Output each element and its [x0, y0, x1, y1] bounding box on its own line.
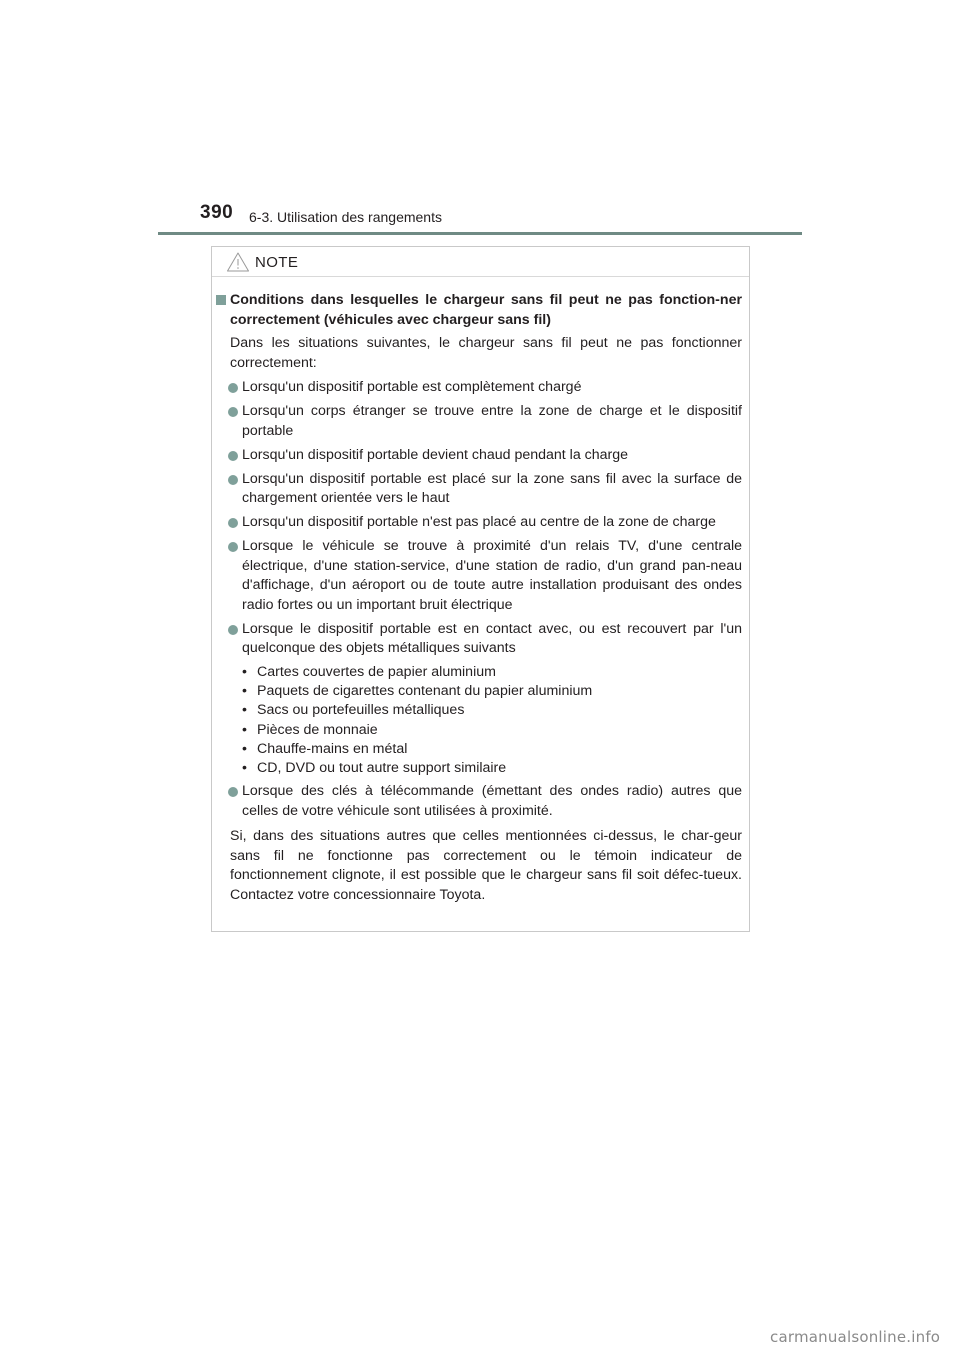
round-bullet-icon: [228, 787, 238, 797]
sub-list-item: [212, 682, 749, 701]
sub-bullet: •: [242, 721, 247, 738]
round-bullet-icon: [228, 625, 238, 635]
round-bullet-icon: [228, 383, 238, 393]
condition-list-continued: [212, 782, 749, 821]
list-item: [212, 470, 749, 509]
square-bullet-icon: [216, 295, 226, 305]
list-item: [212, 537, 749, 615]
condition-list: [212, 378, 749, 659]
list-item-text: Lorsqu'un dispositif portable est complètement chargé: [242, 379, 582, 395]
sub-list-item-text: Chauffe-mains en métal: [257, 740, 408, 757]
note-intro: Dans les situations suivantes, le chargeur sans fil peut ne pas fonctionner correctement:: [230, 335, 742, 371]
sub-bullet: •: [242, 664, 247, 680]
sub-list-item-text: Sacs ou portefeuilles métalliques: [257, 702, 465, 719]
list-item-text: Lorsque le dispositif portable est en contact avec, ou est recouvert par l'un quelconque des objets métalliques suivants: [242, 620, 742, 656]
sub-list-item-text: Cartes couvertes de papier aluminium: [257, 664, 496, 680]
list-item: [212, 378, 749, 398]
page-number: 390: [200, 202, 234, 223]
list-item-text: Lorsqu'un corps étranger se trouve entre la zone de charge et le dispositif portable: [242, 403, 742, 439]
list-item: [212, 620, 749, 659]
note-body: [212, 291, 749, 905]
note-header: [212, 247, 749, 277]
round-bullet-icon: [228, 475, 238, 485]
list-item-text: Lorsqu'un dispositif portable est placé sur la zone sans fil avec la surface de chargement orientée vers le haut: [242, 470, 742, 506]
note-heading-text: Conditions dans lesquelles le chargeur sans fil peut ne pas fonction-ner correctement (véhicules avec chargeur sans fil): [230, 292, 742, 328]
sub-bullet: •: [242, 683, 247, 700]
warning-triangle-icon: [226, 251, 250, 273]
metal-objects-list: [212, 663, 749, 778]
section-title: 6-3. Utilisation des rangements: [249, 209, 442, 225]
note-heading: [212, 291, 749, 330]
round-bullet-icon: [228, 407, 238, 417]
note-closing: Si, dans des situations autres que celles mentionnées ci-dessus, le char-geur sans fil ne fonctionne pas correctement ou le témoin indicateur de fonctionnement clignote, il est possible que le chargeur sans fil soit défec-tueux. Contactez votre concessionnaire Toyota.: [230, 828, 742, 903]
round-bullet-icon: [228, 542, 238, 552]
sub-list-item-text: Pièces de monnaie: [257, 721, 378, 738]
note-box: [211, 246, 750, 932]
sub-list-item: [212, 663, 749, 682]
sub-bullet: •: [242, 702, 247, 719]
round-bullet-icon: [228, 451, 238, 461]
list-item-text: Lorsqu'un dispositif portable devient chaud pendant la charge: [242, 446, 629, 463]
list-item: [212, 513, 749, 533]
sub-list-item-text: Paquets de cigarettes contenant du papier aluminium: [257, 683, 593, 700]
list-item: [212, 782, 749, 821]
page-header: [200, 200, 802, 236]
sub-bullet: •: [242, 760, 247, 777]
round-bullet-icon: [228, 518, 238, 528]
list-item-text: Lorsque des clés à télécommande (émettant des ondes radio) autres que celles de votre véhicule sont utilisées à proximité.: [242, 783, 742, 819]
sub-bullet: •: [242, 740, 247, 757]
watermark-text[interactable]: carmanualsonline.info: [770, 1328, 941, 1346]
sub-list-item: [212, 701, 749, 720]
list-item: [212, 446, 749, 466]
sub-list-item-text: CD, DVD ou tout autre support similaire: [257, 760, 507, 777]
sub-list-item: [212, 721, 749, 740]
note-label: NOTE: [255, 254, 299, 271]
list-item-text: Lorsqu'un dispositif portable n'est pas placé au centre de la zone de charge: [242, 514, 716, 530]
header-rule: [158, 232, 802, 235]
watermark[interactable]: [770, 1328, 950, 1352]
sub-list-item: [212, 740, 749, 759]
list-item: [212, 402, 749, 441]
list-item-text: Lorsque le véhicule se trouve à proximité d'un relais TV, d'une centrale électrique, d'une station-service, d'une station de radio, d'un grand pan-neau d'affichage, d'un aéroport ou de toute autre installation produisant des ondes radio fortes ou un important bruit électrique: [242, 538, 742, 613]
sub-list-item: [212, 759, 749, 778]
